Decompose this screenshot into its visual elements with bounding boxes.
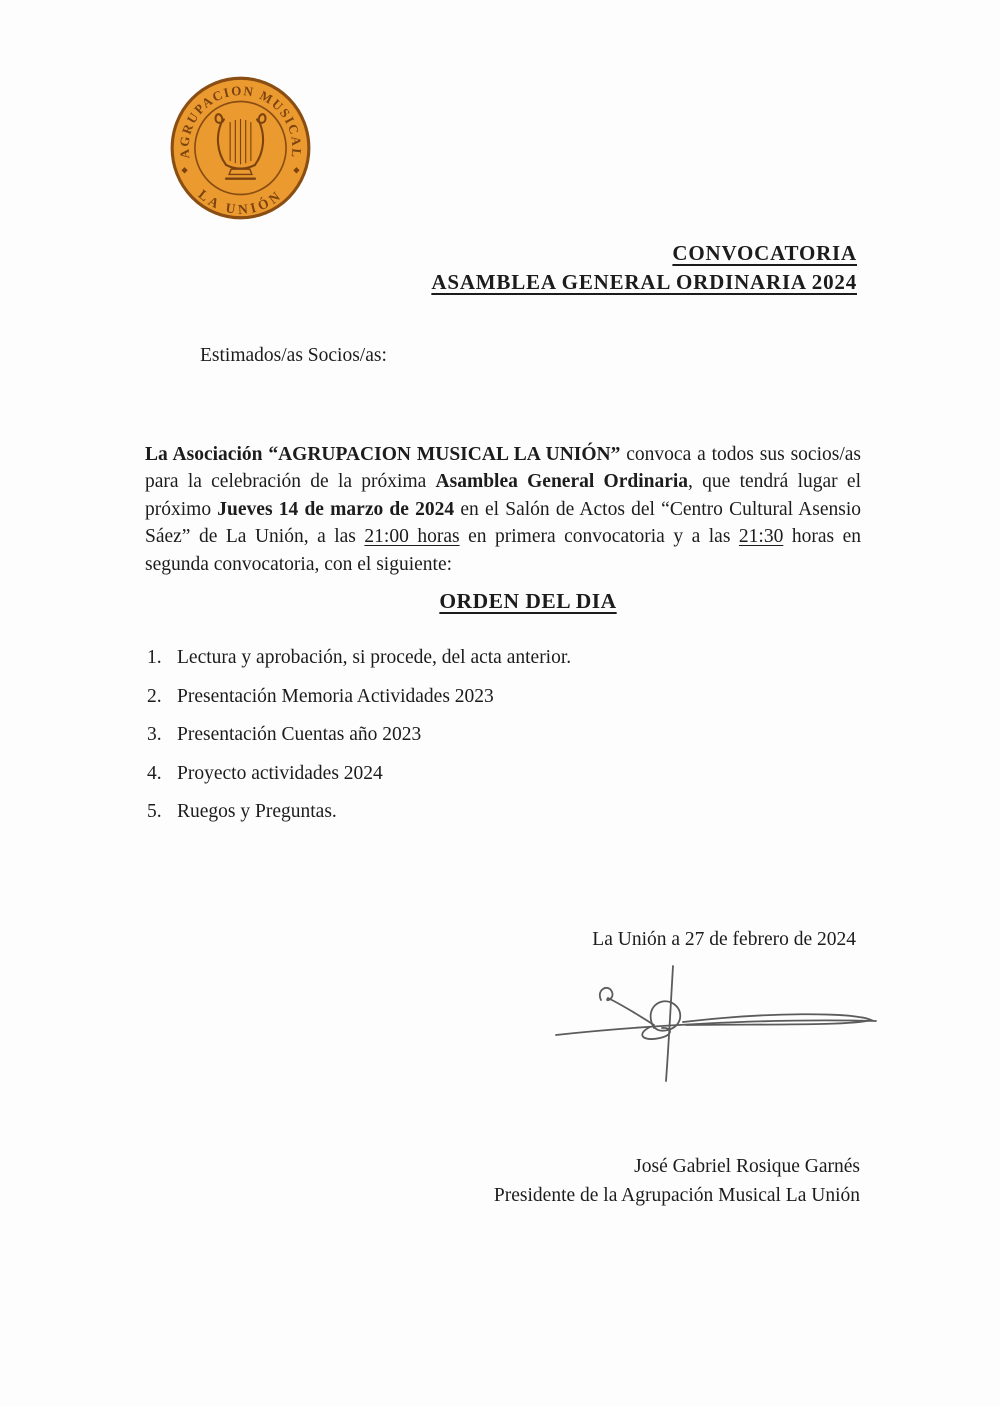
agenda-item-text: Presentación Memoria Actividades 2023 xyxy=(177,685,494,707)
agenda-item xyxy=(147,683,867,710)
signer-title: Presidente de la Agrupación Musical La Unión xyxy=(493,1184,860,1206)
document-title xyxy=(431,239,857,297)
agenda-item-number: 1. xyxy=(147,647,162,668)
agenda-item-number: 3. xyxy=(147,724,162,745)
title-line-1: CONVOCATORIA xyxy=(672,241,857,265)
agenda-item-text: Presentación Cuentas año 2023 xyxy=(177,724,422,745)
agenda-list xyxy=(147,644,867,837)
seal-bottom-text: LA UNIÓN xyxy=(195,186,286,218)
agenda-item-text: Lectura y aprobación, si procede, del acta anterior. xyxy=(177,647,572,668)
agenda-heading xyxy=(145,589,861,614)
agenda-item xyxy=(147,760,867,787)
signature-image xyxy=(538,950,883,1090)
agenda-item-text: Proyecto actividades 2024 xyxy=(177,762,383,784)
agenda-heading-text: ORDEN DEL DIA xyxy=(439,589,617,613)
association-seal-logo xyxy=(168,74,313,222)
signer-name: José Gabriel Rosique Garnés xyxy=(634,1156,860,1177)
agenda-item-number: 5. xyxy=(147,801,162,822)
agenda-item-text: Ruegos y Preguntas. xyxy=(177,801,337,822)
seal-top-text: AGRUPACION MUSICAL xyxy=(176,82,305,160)
agenda-item xyxy=(147,644,867,671)
greeting-line: Estimados/as Socios/as: xyxy=(200,345,387,366)
body-paragraph: La Asociación “AGRUPACION MUSICAL LA UNIÓN” convoca a todos sus socios/as para la celebración de la próxima Asamblea General Ordinaria, que tendrá lugar el próximo Jueves 14 de marzo de 2024 en el Salón de Actos del “Centro Cultural Asensio Sáez” de La Unión, a las 21:00 horas en primera convocatoria y a las 21:30 horas en segunda convocatoria, con el siguiente: xyxy=(145,443,861,575)
title-line-2: ASAMBLEA GENERAL ORDINARIA 2024 xyxy=(431,270,857,294)
diamond-separator-icon: ◆ xyxy=(181,165,188,175)
signer-block xyxy=(494,1153,860,1210)
agenda-item-number: 2. xyxy=(147,685,162,707)
date-line: La Unión a 27 de febrero de 2024 xyxy=(592,929,856,950)
agenda-item-number: 4. xyxy=(147,762,162,784)
agenda-item xyxy=(147,721,867,748)
agenda-item xyxy=(147,798,867,825)
diamond-separator-icon: ◆ xyxy=(293,165,300,175)
